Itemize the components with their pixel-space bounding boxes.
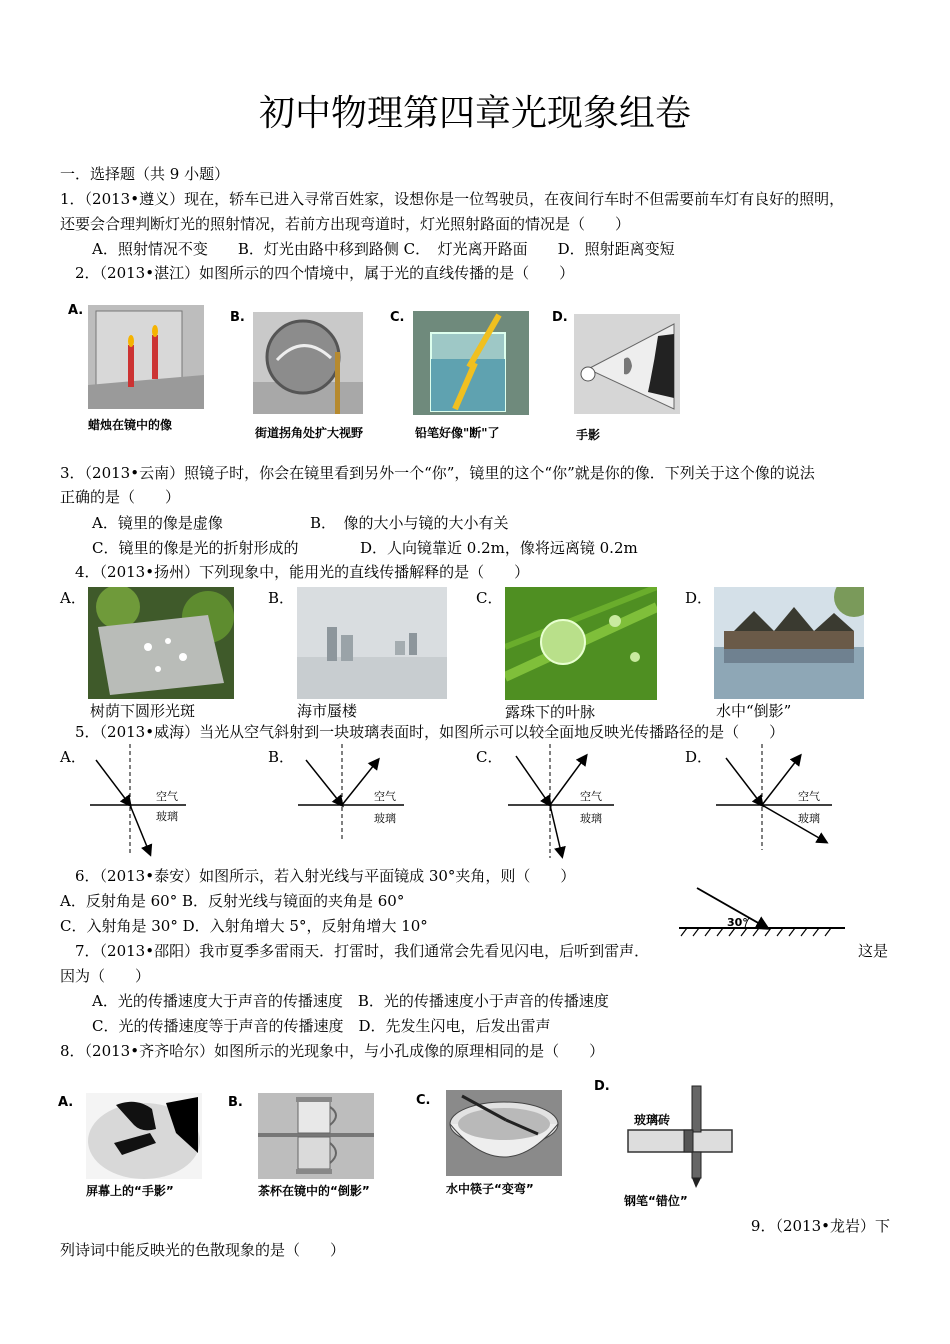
- q6-options-line2: C．入射角是 30° D．入射角增大 5°，反射角增大 10°: [60, 917, 428, 935]
- q5-label-c: C．: [476, 748, 503, 766]
- q5-stem: 5．（2013•威海）当光从空气斜射到一块玻璃表面时，如图所示可以较全面地反映光传播路径的是（ ）: [75, 723, 785, 741]
- q2-caption-d: 手影: [576, 428, 601, 442]
- q4-caption-b: 海市蜃楼: [297, 702, 358, 720]
- q4-image-pavilion-reflection: [714, 587, 864, 699]
- q5-b-air-label: 空气: [374, 790, 396, 803]
- q8-image-hand-shadow: [86, 1093, 202, 1179]
- q5-label-d: D．: [685, 748, 713, 766]
- q6-angle-label: 30°: [727, 916, 748, 929]
- q3-stem-line1: 3．（2013•云南）照镜子时，你会在镜里看到另外一个“你”，镜里的这个“你”就是你的像．下列关于这个像的说法: [60, 464, 815, 482]
- q5-a-glass-label: 玻璃: [156, 810, 178, 823]
- q1-options: A．照射情况不变 B．灯光由路中移到路侧 C． 灯光离开路面 D．照射距离变短: [92, 240, 675, 258]
- q2-label-c: C.: [390, 310, 405, 325]
- q8-glass-brick-label: 玻璃砖: [634, 1113, 671, 1127]
- q7-stem-line2: 因为（ ）: [60, 967, 151, 985]
- q4-caption-c: 露珠下的叶脉: [505, 703, 596, 721]
- q6-stem: 6．（2013•泰安）如图所示，若入射光线与平面镜成 30°夹角，则（ ）: [75, 867, 576, 885]
- q6-options-line1: A．反射角是 60° B．反射光线与镜面的夹角是 60°: [60, 892, 405, 910]
- q8-image-bowl-chopsticks: [446, 1090, 562, 1176]
- q4-image-dewdrop: [505, 587, 657, 700]
- q2-caption-b: 街道拐角处扩大视野: [255, 426, 364, 440]
- q2-image-pencil-glass: [413, 311, 529, 415]
- q4-caption-a: 树荫下圆形光斑: [90, 702, 196, 720]
- q8-label-a: A.: [58, 1095, 74, 1110]
- q4-image-mirage: [297, 587, 447, 699]
- q3-option-c: C．镜里的像是光的折射形成的: [92, 539, 299, 557]
- q4-stem: 4．（2013•扬州）下列现象中，能用光的直线传播解释的是（ ）: [75, 563, 530, 581]
- q2-image-hand-shadow: [574, 314, 680, 414]
- q5-a-air-label: 空气: [156, 790, 178, 803]
- q2-image-candle-mirror: [88, 305, 204, 409]
- q8-label-b: B.: [228, 1095, 243, 1110]
- q8-caption-d: 钢笔“错位”: [624, 1194, 688, 1208]
- q3-option-b: B． 像的大小与镜的大小有关: [310, 514, 509, 532]
- q2-caption-a: 蜡烛在镜中的像: [88, 418, 173, 432]
- q6-diagram-mirror: [675, 878, 850, 938]
- q5-c-glass-label: 玻璃: [580, 812, 602, 825]
- q5-diagram-d: [714, 742, 834, 852]
- q8-caption-b: 茶杯在镜中的“倒影”: [258, 1184, 370, 1198]
- page-title: 初中物理第四章光现象组卷: [258, 93, 691, 134]
- q3-stem-line2: 正确的是（ ）: [60, 488, 181, 506]
- q1-stem-line1: 1．（2013•遵义）现在，轿车已进入寻常百姓家，设想你是一位驾驶员，在夜间行车时不但需要前车灯有良好的照明，: [60, 190, 845, 208]
- q4-image-tree-shade: [88, 587, 234, 699]
- q7-options-line1: A．光的传播速度大于声音的传播速度 B．光的传播速度小于声音的传播速度: [92, 992, 609, 1010]
- q5-c-air-label: 空气: [580, 790, 602, 803]
- q5-b-glass-label: 玻璃: [374, 812, 396, 825]
- q4-label-d: D．: [685, 589, 713, 607]
- q5-label-a: A．: [60, 748, 86, 766]
- q1-stem-line2: 还要会合理判断灯光的照射情况，若前方出现弯道时，灯光照射路面的情况是（ ）: [60, 215, 631, 233]
- section-heading: 一．选择题（共 9 小题）: [60, 165, 230, 183]
- q9-stem-right: 9．（2013•龙岩）下: [750, 1217, 890, 1235]
- q4-label-a: A．: [60, 589, 86, 607]
- q2-caption-c: 铅笔好像"断"了: [415, 426, 500, 440]
- q4-label-b: B．: [268, 589, 295, 607]
- q8-caption-a: 屏幕上的“手影”: [86, 1184, 174, 1198]
- q8-label-d: D.: [594, 1079, 610, 1094]
- q8-caption-c: 水中筷子“变弯”: [446, 1182, 534, 1196]
- q8-label-c: C.: [416, 1093, 431, 1108]
- q7-stem-left: 7．（2013•邵阳）我市夏季多雷雨天．打雷时，我们通常会先看见闪电，后听到雷声．: [75, 942, 650, 960]
- q7-stem-right: 这是: [858, 942, 889, 960]
- q2-stem: 2．（2013•湛江）如图所示的四个情境中，属于光的直线传播的是（ ）: [75, 264, 575, 282]
- q2-label-b: B.: [230, 310, 245, 325]
- q3-option-d: D．人向镜靠近 0.2m，像将远离镜 0.2m: [360, 539, 638, 557]
- q2-label-d: D.: [552, 310, 568, 325]
- q2-image-convex-mirror: [253, 312, 363, 414]
- q5-d-air-label: 空气: [798, 790, 820, 803]
- q7-options-line2: C．光的传播速度等于声音的传播速度 D．先发生闪电，后发出雷声: [92, 1017, 551, 1035]
- q5-diagram-a: [88, 742, 188, 858]
- q4-caption-d: 水中“倒影”: [716, 702, 792, 720]
- q5-diagram-b: [296, 742, 406, 842]
- q4-label-c: C．: [476, 589, 503, 607]
- q8-stem: 8．（2013•齐齐哈尔）如图所示的光现象中，与小孔成像的原理相同的是（ ）: [60, 1042, 605, 1060]
- q5-label-b: B．: [268, 748, 295, 766]
- q8-image-pen-glass: [620, 1080, 740, 1190]
- q2-label-a: A.: [68, 303, 84, 318]
- q5-diagram-c: [506, 742, 616, 860]
- q8-image-cup-reflection: [258, 1093, 374, 1179]
- q9-stem-line2: 列诗词中能反映光的色散现象的是（ ）: [60, 1241, 346, 1259]
- q5-d-glass-label: 玻璃: [798, 812, 820, 825]
- q3-option-a: A．镜里的像是虚像: [92, 514, 223, 532]
